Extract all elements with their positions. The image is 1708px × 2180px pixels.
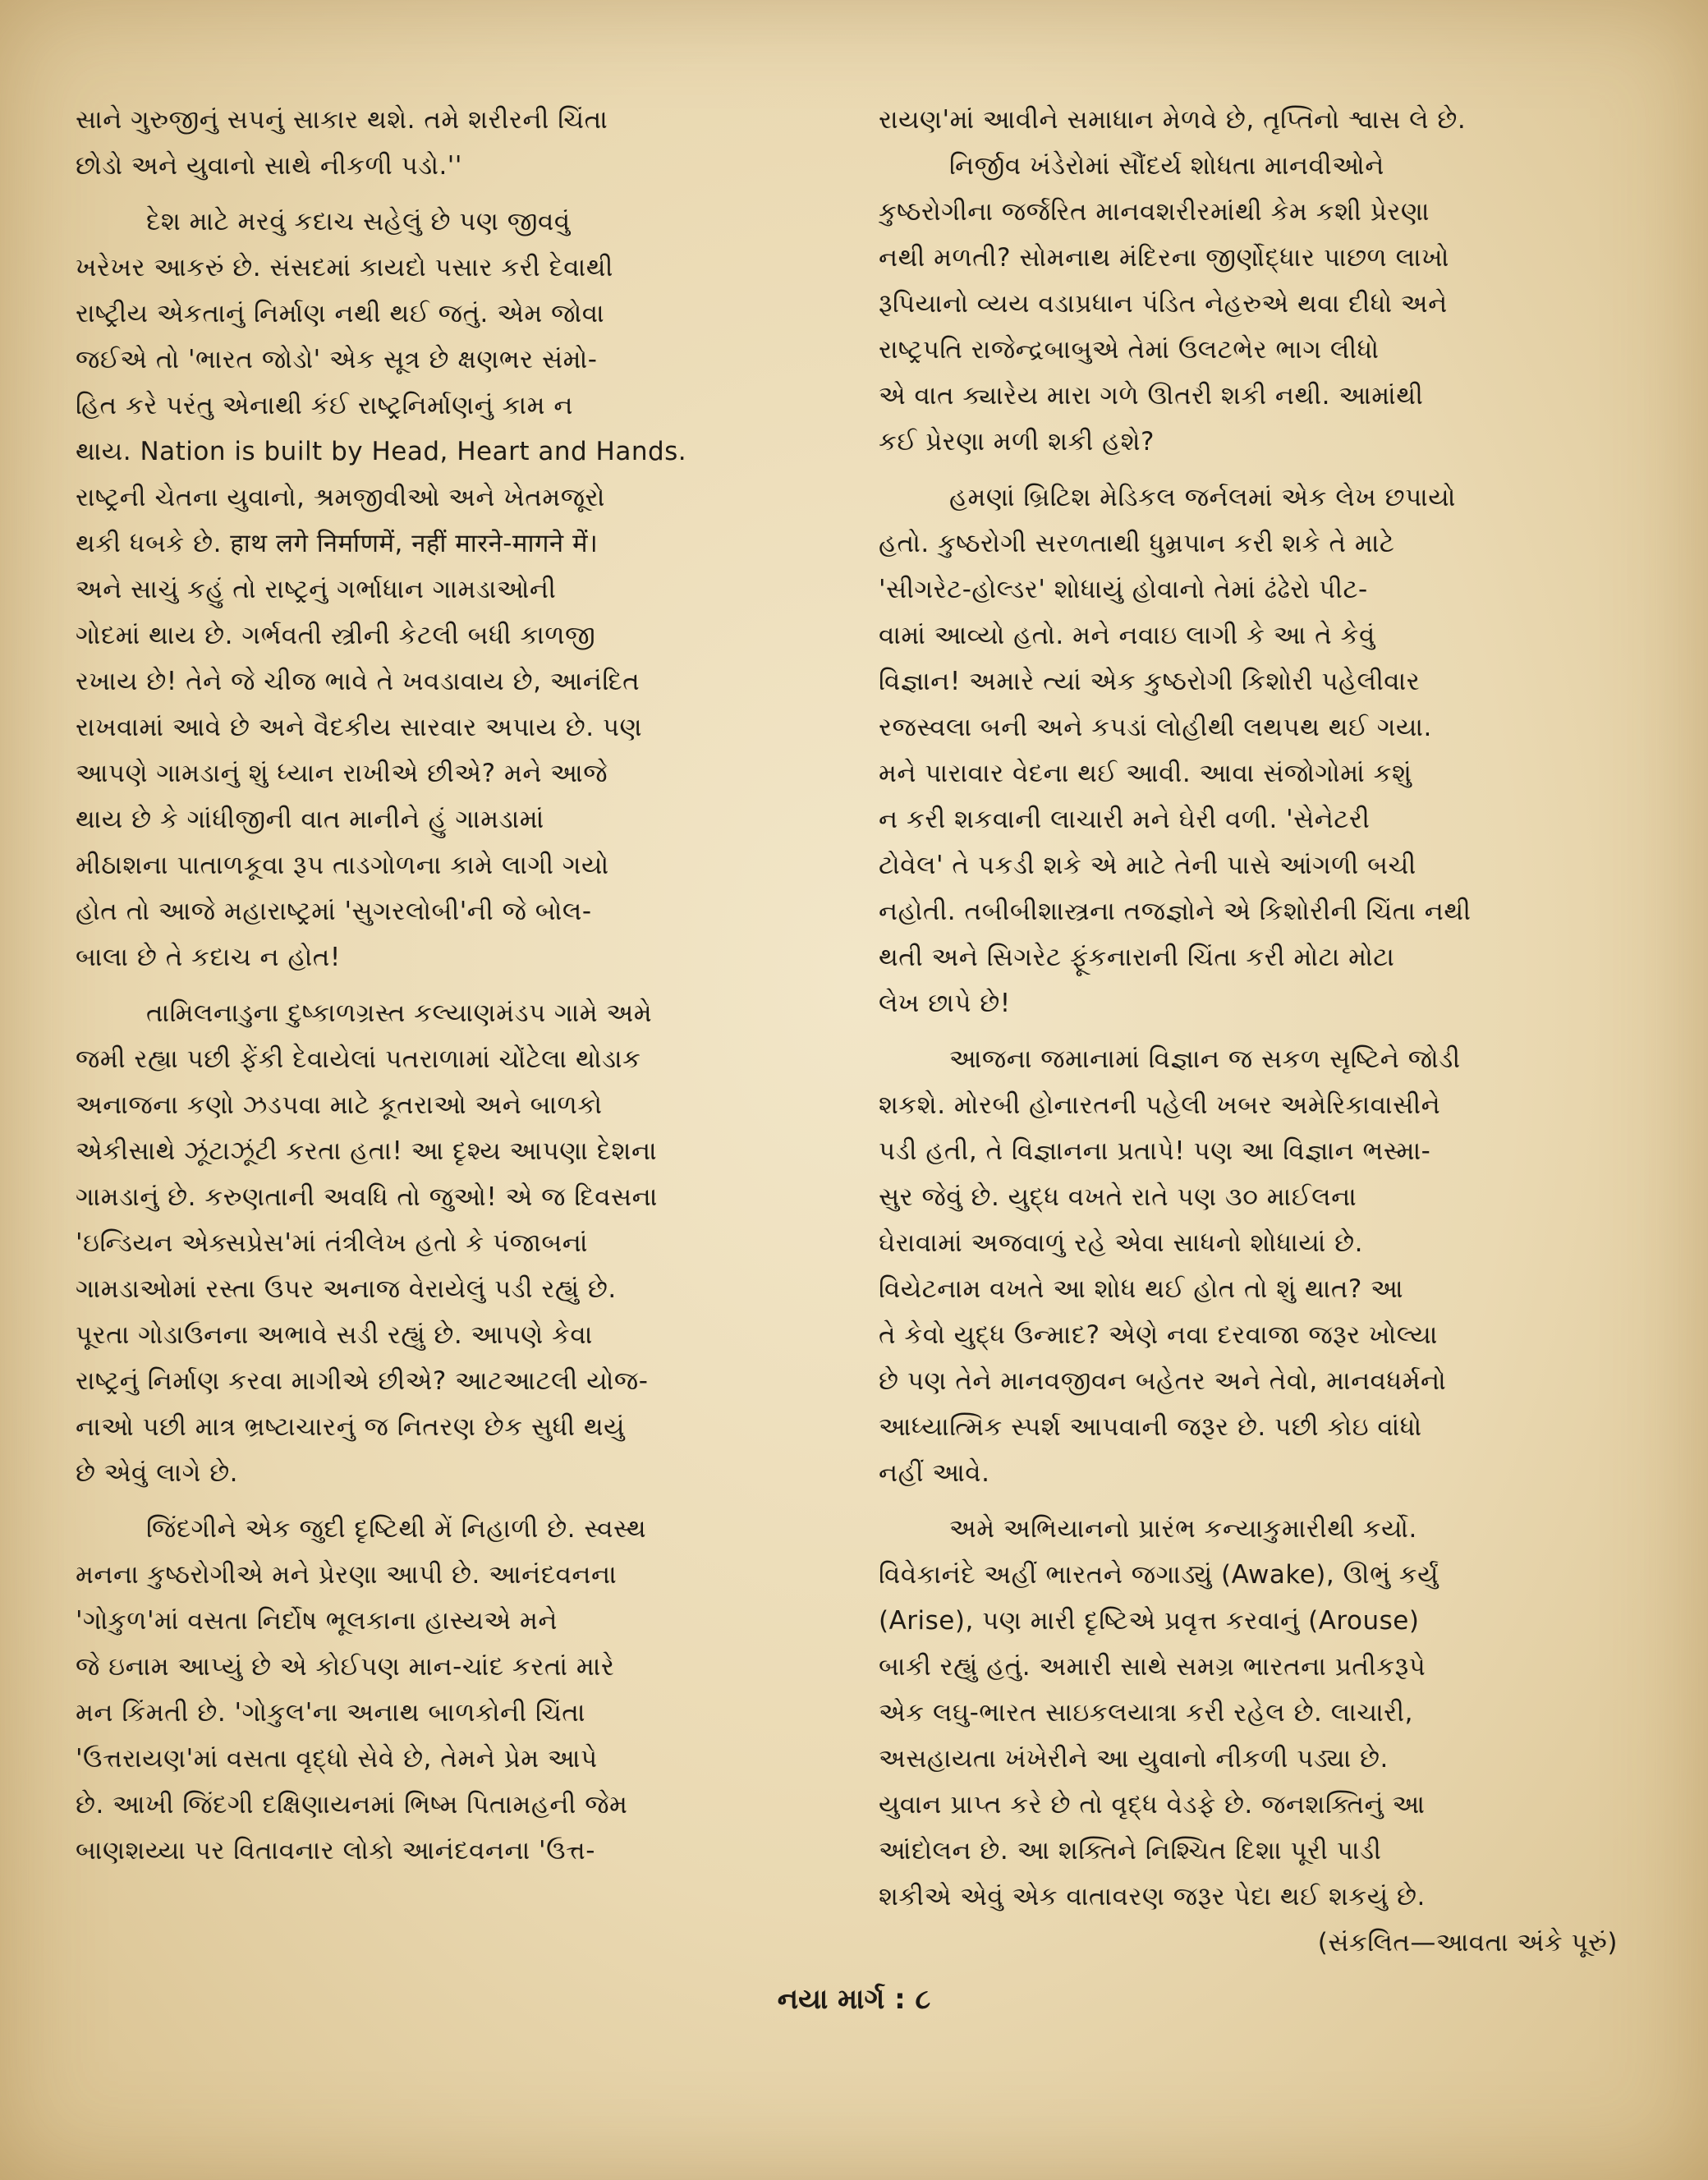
text-line: ન કરી શકવાની લાચારી મને ઘેરી વળી. 'સેનેટરી: [879, 805, 1371, 834]
text-line: છે. આખી જિંદગી દક્ષિણાયનમાં ભિષ્મ પિતામહની જેમ: [76, 1790, 628, 1820]
paragraph-start: દેશ માટે મરવું કદાચ સહેલું છે પણ જીવવું: [146, 207, 571, 236]
text-line: એ વાત ક્યારેય મારા ગળે ઊતરી શકી નથી. આમાંથી: [879, 381, 1424, 411]
text-line: રાયણ'માં આવીને સમાધાન મેળવે છે, તૃપ્તિનો શ્વાસ લે છે.: [879, 105, 1467, 135]
paragraph-start: આજના જમાનામાં વિજ્ઞાન જ સકળ સૃષ્ટિને જોડી: [949, 1044, 1461, 1074]
text-line: છે પણ તેને માનવજીવન બહેતર અને તેવો, માનવધર્મનો: [879, 1366, 1447, 1396]
text-line: અનાજના કણો ઝડપવા માટે કૂતરાઓ અને બાળકો: [76, 1090, 603, 1120]
text-line: રાષ્ટ્રનું નિર્માણ કરવા માગીએ છીએ? આટઆટલી યોજ-: [76, 1366, 649, 1396]
text-line: રાષ્ટ્રીય એકતાનું નિર્માણ નથી થઈ જતું. એમ જોવા: [76, 299, 605, 328]
text-line: બાલા છે તે કદાચ ન હોત!: [76, 943, 341, 972]
text-line: વિવેકાનંદે અહીં ભારતને જગાડ્યું (Awake), ઊભું કર્યું: [879, 1560, 1439, 1590]
text-line: સાને ગુરુજીનું સપનું સાકાર થશે. તમે શરીરની ચિંતા: [76, 105, 608, 135]
text-line: નાઓ પછી માત્ર ભ્રષ્ટાચારનું જ નિતરણ છેક સુધી થયું: [76, 1412, 626, 1442]
text-line: મનના કુષ્ઠરોગીએ મને પ્રેરણા આપી છે. આનંદવનના: [76, 1560, 618, 1590]
page-footer: નયા માર્ગ : ૮: [777, 1983, 931, 2016]
text-line: ગામડાઓમાં રસ્તા ઉપર અનાજ વેરાયેલું પડી રહ્યું છે.: [76, 1274, 617, 1304]
text-line: એકીસાથે ઝૂંટાઝૂંટી કરતા હતા! આ દૃશ્ય આપણા દેશના: [76, 1136, 658, 1166]
text-line: વિજ્ઞાન! અમારે ત્યાં એક કુષ્ઠરોગી કિશોરી પહેલીવાર: [879, 667, 1421, 696]
left-column: [76, 97, 815, 2018]
text-line: સુર જેવું છે. યુદ્ધ વખતે રાતે પણ ૩૦ માઈલના: [879, 1182, 1357, 1212]
text-line: અસહાયતા ખંખેરીને આ યુવાનો નીકળી પડ્યા છે.: [879, 1744, 1389, 1774]
text-line: રખાય છે! તેને જે ચીજ ભાવે તે ખવડાવાય છે, આનંદિત: [76, 667, 640, 696]
text-line: ટોવેલ' તે પકડી શકે એ માટે તેની પાસે આંગળી બચી: [879, 851, 1416, 880]
paragraph-start: જિંદગીને એક જુદી દૃષ્ટિથી મેં નિહાળી છે. સ્વસ્થ: [146, 1514, 647, 1544]
text-line: 'ઇન્ડિયન એક્સપ્રેસ'માં તંત્રીલેખ હતો કે પંજાબનાં: [76, 1228, 588, 1258]
text-line: જમી રહ્યા પછી ફેંકી દેવાયેલાં પતરાળામાં ચોંટેલા થોડાક: [76, 1044, 641, 1074]
text-line: નથી મળતી? સોમનાથ મંદિરના જીર્ણોદ્ધાર પાછળ લાખો: [879, 243, 1449, 273]
text-line: રાષ્ટ્રની ચેતના યુવાનો, શ્રમજીવીઓ અને ખેતમજૂરો: [76, 483, 605, 512]
text-line: કઈ પ્રેરણા મળી શકી હશે?: [879, 427, 1155, 457]
text-line: આંદોલન છે. આ શક્તિને નિશ્ચિત દિશા પૂરી પાડી: [879, 1836, 1382, 1866]
text-line: હિત કરે પરંતુ એનાથી કંઈ રાષ્ટ્રનિર્માણનું કામ ન: [76, 391, 573, 420]
text-line: આધ્યાત્મિક સ્પર્શ આપવાની જરૂર છે. પછી કોઇ વાંધો: [879, 1412, 1422, 1442]
text-line: 'ગોકુળ'માં વસતા નિર્દોષ ભૂલકાના હાસ્યએ મને: [76, 1606, 558, 1636]
text-line: બાણશય્યા પર વિતાવનાર લોકો આનંદવનના 'ઉત્ત-: [76, 1836, 595, 1866]
text-line: પડી હતી, તે વિજ્ઞાનના પ્રતાપે! પણ આ વિજ્ઞાન ભસ્મા-: [879, 1136, 1431, 1166]
text-line: શકશે. મોરબી હોનારતની પહેલી ખબર અમેરિકાવાસીને: [879, 1090, 1441, 1120]
text-line: ગામડાનું છે. કરુણતાની અવધિ તો જુઓ! એ જ દિવસના: [76, 1182, 658, 1212]
text-line: હોત તો આજે મહારાષ્ટ્રમાં 'સુગરલોબી'ની જે બોલ-: [76, 897, 592, 926]
text-line: રાષ્ટ્રપતિ રાજેન્દ્રબાબુએ તેમાં ઉલટભેર ભાગ લીધો: [879, 335, 1380, 365]
text-line: ઘેરાવામાં અજવાળું રહે એવા સાધનો શોધાયાં છે.: [879, 1228, 1363, 1258]
paragraph-start: તામિલનાડુના દુષ્કાળગ્રસ્ત કલ્યાણમંડપ ગામે અમે: [146, 998, 653, 1028]
paragraph-start: હમણાં બ્રિટિશ મેડિકલ જર્નલમાં એક લેખ છપાયો: [949, 483, 1456, 512]
text-line: મને પારાવાર વેદના થઈ આવી. આવા સંજોગોમાં કશું: [879, 759, 1412, 788]
text-line: અને સાચું કહું તો રાષ્ટ્રનું ગર્ભાધાન ગામડાઓની: [76, 575, 557, 604]
text-line: નહીં આવે.: [879, 1458, 990, 1488]
text-line: તે કેવો યુદ્ધ ઉન્માદ? એણે નવા દરવાજા જરૂર ખોલ્યા: [879, 1320, 1438, 1350]
text-line: બાકી રહ્યું હતું. અમારી સાથે સમગ્ર ભારતના પ્રતીકરૂપે: [879, 1652, 1426, 1682]
text-line: 'સીગરેટ-હોલ્ડર' શોધાયું હોવાનો તેમાં ઢંઢેરો પીટ-: [879, 575, 1368, 604]
text-line: જઈએ તો 'ભારત જોડો' એક સૂત્ર છે ક્ષણભર સંમો-: [76, 345, 598, 374]
text-line: વામાં આવ્યો હતો. મને નવાઇ લાગી કે આ તે કેવું: [879, 621, 1375, 650]
continuation-note: (સંકલિત—આવતા અંકે પૂરું): [1317, 1928, 1618, 1957]
text-line: લેખ છાપે છે!: [879, 989, 1011, 1018]
text-line: પૂરતા ગોડાઉનના અભાવે સડી રહ્યું છે. આપણે કેવા: [76, 1320, 593, 1350]
text-line: વિયેટનામ વખતે આ શોધ થઈ હોત તો શું થાત? આ: [879, 1274, 1404, 1304]
text-line: શકીએ એવું એક વાતાવરણ જરૂર પેદા થઈ શકયું છે.: [879, 1882, 1426, 1912]
text-line: થાય છે કે ગાંધીજીની વાત માનીને હું ગામડામાં: [76, 805, 544, 834]
article-body: [76, 97, 1618, 2018]
text-line: થતી અને સિગરેટ ફૂંકનારાની ચિંતા કરી મોટા મોટા: [879, 943, 1395, 972]
text-line: થકી ધબકે છે. हाथ लगे निर्माणमें, नहीं मारने-मागने में।: [76, 529, 599, 558]
text-line: એક લઘુ-ભારત સાઇકલયાત્રા કરી રહેલ છે. લાચારી,: [879, 1698, 1413, 1728]
text-line: મીઠાશના પાતાળકૂવા રૂપ તાડગોળના કામે લાગી ગયો: [76, 851, 609, 880]
text-line: થાય. Nation is built by Head, Heart and Hands.: [76, 437, 687, 466]
text-line: ખરેખર આકરું છે. સંસદમાં કાયદો પસાર કરી દેવાથી: [76, 253, 613, 282]
text-line: નહોતી. તબીબીશાસ્ત્રના તજજ્ઞોને એ કિશોરીની ચિંતા નથી: [879, 897, 1472, 926]
text-line: રજસ્વલા બની અને કપડાં લોહીથી લથપથ થઈ ગયા.: [879, 713, 1432, 742]
text-line: છે એવું લાગે છે.: [76, 1458, 239, 1488]
text-line: ગોદમાં થાય છે. ગર્ભવતી સ્ત્રીની કેટલી બધી કાળજી: [76, 621, 596, 650]
text-line: જે ઇનામ આપ્યું છે એ કોઈપણ માન-ચાંદ કરતાં મારે: [76, 1652, 615, 1682]
text-line: છોડો અને યુવાનો સાથે નીકળી પડો.'': [76, 151, 462, 181]
text-line: હતો. કુષ્ઠરોગી સરળતાથી ધુમ્રપાન કરી શકે તે માટે: [879, 529, 1395, 558]
text-line: આપણે ગામડાનું શું ધ્યાન રાખીએ છીએ? મને આજે: [76, 759, 608, 788]
text-line: યુવાન પ્રાપ્ત કરે છે તો વૃદ્ધ વેડફે છે. જનશક્તિનું આ: [879, 1790, 1426, 1820]
text-line: મન કિંમતી છે. 'ગોકુલ'ના અનાથ બાળકોની ચિંતા: [76, 1698, 585, 1728]
paragraph-start: નિર્જીવ ખંડેરોમાં સૌંદર્ય શોધતા માનવીઓને: [949, 151, 1384, 181]
text-line: કુષ્ઠરોગીના જર્જરિત માનવશરીરમાંથી કેમ કશી પ્રેરણા: [879, 197, 1430, 227]
text-line: 'ઉત્તરાયણ'માં વસતા વૃદ્ધો સેવે છે, તેમને પ્રેમ આપે: [76, 1744, 598, 1774]
text-line: રાખવામાં આવે છે અને વૈદકીય સારવાર અપાય છે. પણ: [76, 713, 643, 742]
text-line: રૂપિયાનો વ્યય વડાપ્રધાન પંડિત નેહરુએ થવા દીધો અને: [879, 289, 1448, 319]
text-line: (Arise), પણ મારી દૃષ્ટિએ પ્રવૃત્ત કરવાનું (Arouse): [879, 1606, 1420, 1636]
right-column: [879, 97, 1618, 2018]
paragraph-start: અમે અભિયાનનો પ્રારંભ કન્યાકુમારીથી કર્યો.: [949, 1514, 1417, 1544]
